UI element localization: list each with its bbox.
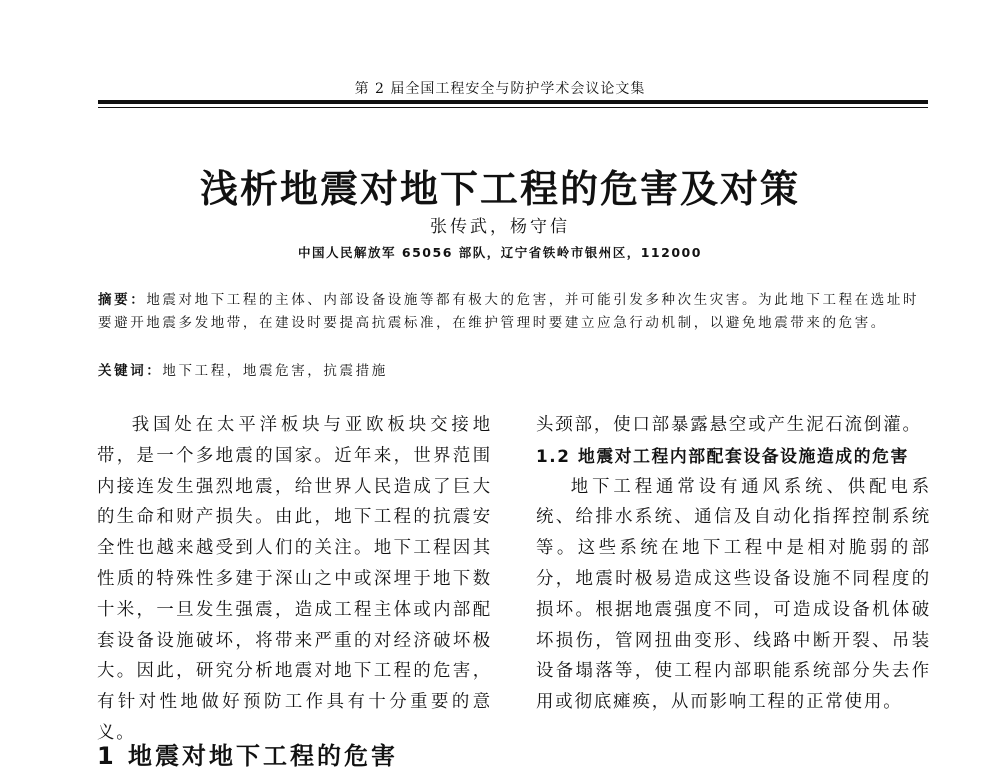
continuation-text: 头颈部，使口部暴露悬空或产生泥石流倒灌。 xyxy=(536,415,922,435)
keywords xyxy=(98,360,930,383)
paper-title: 浅析地震对地下工程的危害及对策 xyxy=(199,167,800,211)
header-rule-thin xyxy=(98,107,928,108)
subsection-heading: 1.2 地震对工程内部配套设备设施造成的危害 xyxy=(536,445,909,466)
abstract xyxy=(98,289,930,335)
affiliation: 中国人民解放军 65056 部队，辽宁省铁岭市银州区，112000 xyxy=(298,245,702,260)
intro-paragraph: 我国处在太平洋板块与亚欧板块交接地带，是一个多地震的国家。近年来，世界范围内接连发生强烈地震，给世界人民造成了巨大的生命和财产损失。由此，地下工程的抗震安全性也越来越受到人们的关注。地下工程因其性质的特殊性多建于深山之中或深埋于地下数十米，一旦发生强震，造成工程主体或内部配套设备设施破坏，将带来严重的对经济破坏极大。因此，研究分析地震对地下工程的危害，有针对性地做好预防工作具有十分重要的意义。 xyxy=(97,415,492,743)
right-column xyxy=(536,410,931,718)
running-header: 第 2 届全国工程安全与防护学术会议论文集 xyxy=(354,81,646,97)
keywords-text: 地下工程，地震危害，抗震措施 xyxy=(162,363,388,379)
abstract-text: 地震对地下工程的主体、内部设备设施等都有极大的危害，并可能引发多种次生灾害。为此地下工程在选址时要避开地震多发地带，在建设时要提高抗震标准，在维护管理时要建立应急行动机制，以避免地震带来的危害。 xyxy=(98,292,920,331)
abstract-label: 摘要： xyxy=(98,292,147,308)
authors: 张传武，杨守信 xyxy=(430,217,570,237)
subsection-paragraph: 地下工程通常设有通风系统、供配电系统、给排水系统、通信及自动化指挥控制系统等。这些系统在地下工程中是相对脆弱的部分，地震时极易造成这些设备设施不同程度的损坏。根据地震强度不同，可造成设备机体破坏损伤，管网扭曲变形、线路中断开裂、吊装设备塌落等，使工程内部职能系统部分失去作用或彻底瘫痪，从而影响工程的正常使用。 xyxy=(536,476,931,713)
section-heading: 1 地震对地下工程的危害 xyxy=(97,742,399,770)
header-rule-thick xyxy=(98,100,928,104)
left-column xyxy=(97,410,492,749)
keywords-label: 关键词： xyxy=(98,363,163,379)
